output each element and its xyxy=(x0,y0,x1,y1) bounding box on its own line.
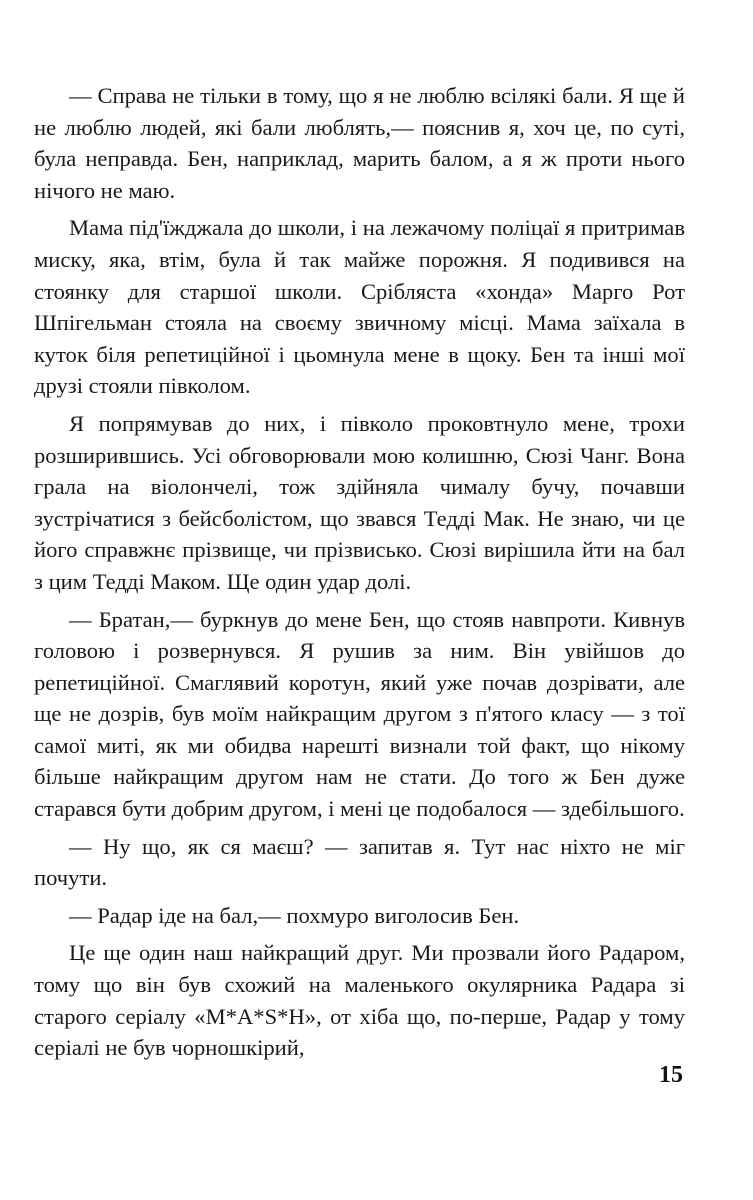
paragraph: — Радар іде на бал,— похмуро виголосив Бен. xyxy=(69,902,520,928)
page-number: 15 xyxy=(659,1062,683,1088)
paragraph: Це ще один наш найкращий друг. Ми прозвали його Радаром, тому що він був схожий на маленького окулярника Радара зі старого серіалу «M*A*S*H», от хіба що, по-перше, Радар у тому серіалі не був чорношкірий, xyxy=(34,940,685,1061)
page-body xyxy=(34,80,685,1064)
paragraph: — Братан,— буркнув до мене Бен, що стояв навпроти. Кивнув головою і розвернувся. Я рушив за ним. Він увійшов до репетиційної. Смаглявий коротун, який уже почав дозрівати, але ще не дозрів, був моїм найкращим другом з п'ятого класу — з тої самої миті, як ми обидва нарешті визнали той факт, що нікому більше найкращим другом нам не стати. До того ж Бен дуже старався бути добрим другом, і мені це подобалося — здебільшого. xyxy=(34,606,685,822)
paragraph: — Ну що, як ся маєш? — запитав я. Тут нас ніхто не міг почути. xyxy=(34,833,685,891)
paragraph: — Справа не тільки в тому, що я не люблю всілякі бали. Я ще й не люблю людей, які бали люблять,— пояснив я, хоч це, по суті, була неправда. Бен, наприклад, марить балом, а я ж проти нього нічого не маю. xyxy=(34,83,685,203)
paragraph: Мама під'їжджала до школи, і на лежачому поліцаї я притримав миску, яка, втім, була й так майже порожня. Я подивився на стоянку для старшої школи. Срібляста «хонда» Марго Рот Шпігельман стояла на своєму звичному місці. Мама заїхала в куток біля репетиційної і цьомнула мене в щоку. Бен та інші мої друзі стояли півколом. xyxy=(34,215,685,399)
paragraph: Я попрямував до них, і півколо проковтнуло мене, трохи розширившись. Усі обговорювали мою колишню, Сюзі Чанг. Вона грала на віолончелі, тож здійняла чималу бучу, почавши зустрічатися з бейсболістом, що звався Тедді Мак. Не знаю, чи це його справжнє прізвище, чи прізвисько. Сюзі вирішила йти на бал з цим Тедді Маком. Ще один удар долі. xyxy=(34,410,685,594)
